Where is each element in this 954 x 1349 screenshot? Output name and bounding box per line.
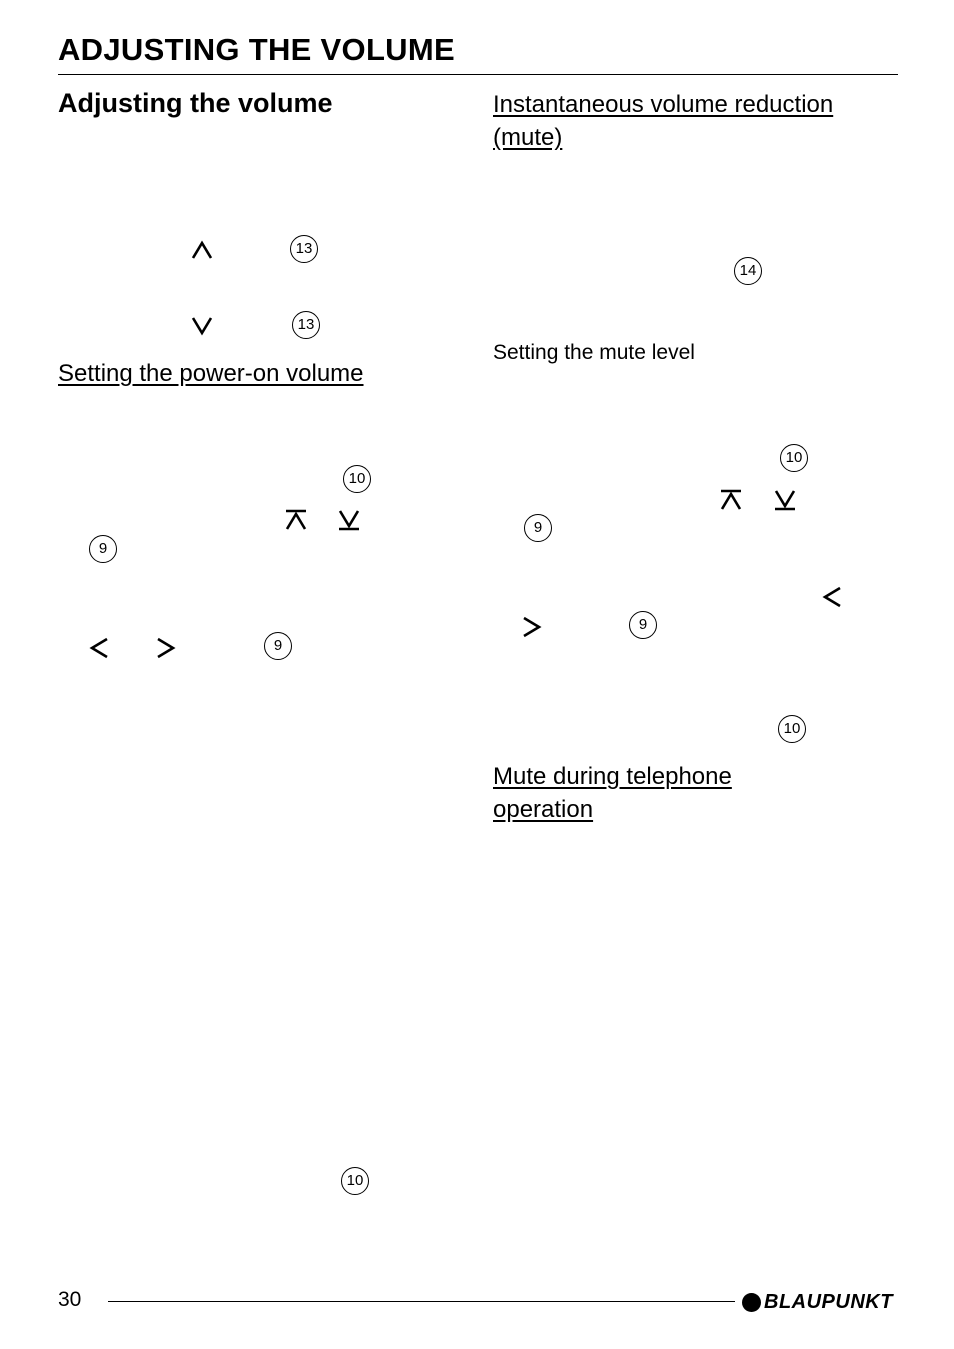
ref-number-9: 9	[264, 632, 292, 660]
arrow-down-bar-icon	[338, 509, 360, 531]
heading-power-on-volume: Setting the power-on volume	[58, 360, 364, 387]
ref-number-9: 9	[629, 611, 657, 639]
arrow-down-bar-icon	[774, 489, 796, 511]
ref-number-9: 9	[89, 535, 117, 563]
ref-number-13: 13	[292, 311, 320, 339]
ref-number-13: 13	[290, 235, 318, 263]
heading-mute: Instantaneous volume reduction (mute)	[493, 91, 834, 151]
brand-logo	[742, 1289, 893, 1315]
arrow-right-icon	[522, 616, 542, 638]
ref-number-10: 10	[341, 1167, 369, 1195]
arrow-left-icon	[822, 586, 842, 608]
arrow-up-bar-icon	[720, 489, 742, 511]
ref-number-10: 10	[780, 444, 808, 472]
page-title: ADJUSTING THE VOLUME	[58, 32, 455, 67]
brand-name: BLAUPUNKT	[764, 1290, 893, 1313]
heading-mute-telephone: Mute during telephone operation	[493, 763, 732, 823]
heading-adjusting-volume: Adjusting the volume	[58, 88, 333, 118]
page-number: 30	[58, 1288, 82, 1311]
arrow-right-icon	[156, 637, 176, 659]
title-divider	[58, 74, 898, 75]
brand-dot-icon	[742, 1293, 761, 1312]
ref-number-10: 10	[778, 715, 806, 743]
ref-number-9: 9	[524, 514, 552, 542]
footer-divider	[108, 1301, 735, 1302]
arrow-up-bar-icon	[285, 509, 307, 531]
arrow-down-icon	[191, 316, 213, 336]
arrow-up-icon	[191, 240, 213, 260]
heading-mute-level: Setting the mute level	[493, 341, 695, 364]
arrow-left-icon	[89, 637, 109, 659]
ref-number-10: 10	[343, 465, 371, 493]
ref-number-14: 14	[734, 257, 762, 285]
